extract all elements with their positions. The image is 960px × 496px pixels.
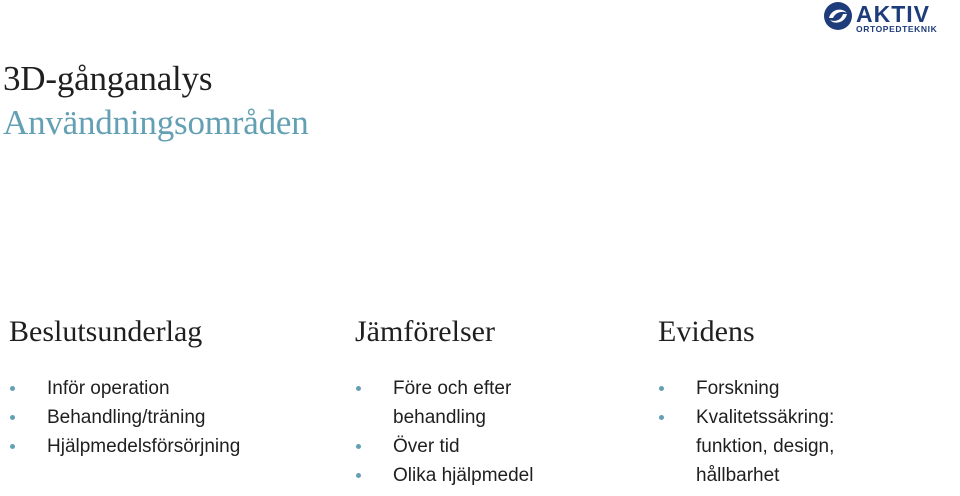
column-heading: Beslutsunderlag (9, 315, 203, 348)
bullet-icon (356, 386, 361, 391)
slide-title (3, 57, 309, 145)
list-item-text: Hjälpmedelsförsörjning (47, 436, 241, 457)
column-jamforelser (355, 312, 533, 490)
list-item-text: Kvalitetssäkring: (696, 407, 835, 428)
bullet-icon (10, 386, 15, 391)
bullet-icon (659, 415, 664, 420)
logo-emblem-icon (824, 2, 852, 30)
company-logo (822, 1, 960, 35)
list-item-text: Inför operation (47, 378, 170, 399)
list-item (355, 374, 533, 432)
list-item-text: Över tid (393, 436, 460, 457)
column-beslutsunderlag (9, 312, 240, 461)
bullet-list (658, 374, 834, 490)
list-item-text: Behandling/träning (47, 407, 206, 428)
title-line-2: Användningsområden (3, 103, 309, 142)
list-item (658, 403, 834, 490)
list-item (355, 432, 533, 461)
list-item-text: Olika hjälpmedel (393, 465, 534, 486)
list-item (355, 461, 533, 490)
column-heading: Evidens (658, 315, 755, 348)
list-item (9, 403, 240, 432)
list-item (9, 374, 240, 403)
list-item (658, 374, 834, 403)
column-heading: Jämförelser (355, 315, 495, 348)
bullet-list (9, 374, 240, 461)
logo-name: AKTIV (856, 1, 930, 27)
bullet-icon (10, 415, 15, 420)
bullet-icon (10, 444, 15, 449)
logo-subtitle: ORTOPEDTEKNIK (856, 24, 938, 34)
title-line-1: 3D-gånganalys (3, 59, 213, 98)
column-evidens (658, 312, 834, 490)
list-item-text-continued: hållbarhet (696, 465, 780, 486)
list-item (9, 432, 240, 461)
list-item-text-continued: funktion, design, (696, 436, 835, 457)
bullet-list (355, 374, 533, 490)
list-item-text-continued: behandling (393, 407, 486, 428)
bullet-icon (356, 444, 361, 449)
list-item-text: Före och efter (393, 378, 512, 399)
bullet-icon (356, 473, 361, 478)
bullet-icon (659, 386, 664, 391)
list-item-text: Forskning (696, 378, 780, 399)
